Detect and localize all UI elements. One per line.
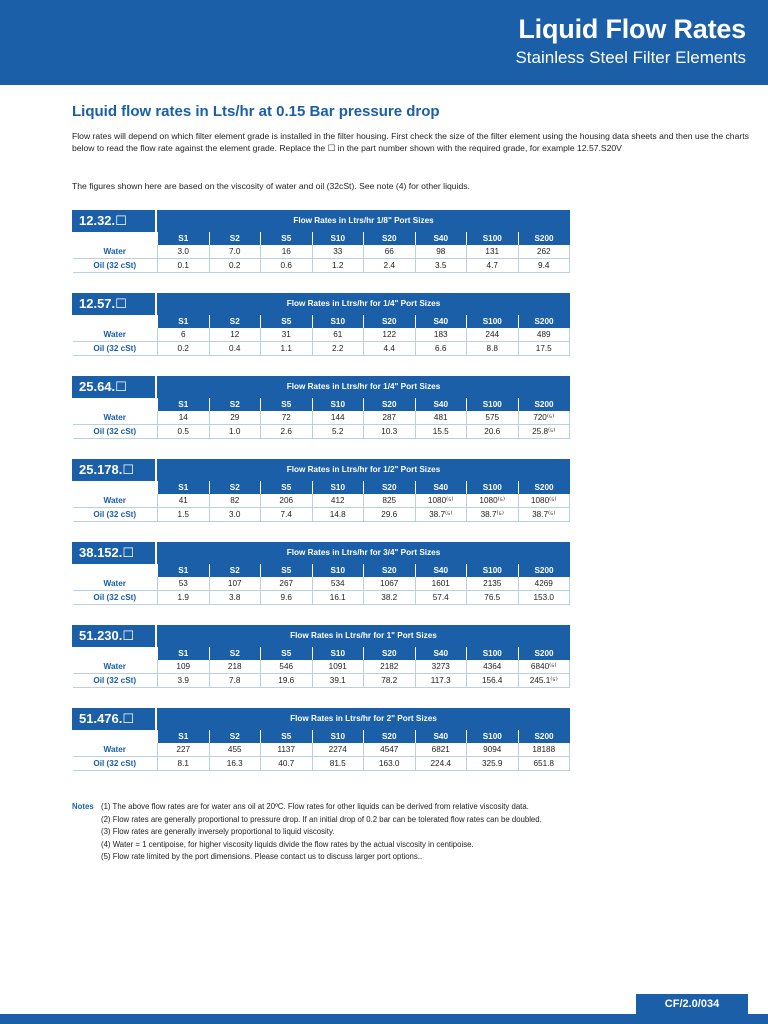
flow-value: 144	[312, 411, 364, 425]
oil-row	[73, 508, 570, 522]
part-code: 25.178.☐	[72, 459, 155, 481]
water-row	[73, 660, 570, 674]
oil-row	[73, 674, 570, 688]
flow-value: 287	[364, 411, 416, 425]
flow-value: 1080⁽⁵⁾	[415, 494, 467, 508]
grade-header: S100	[467, 564, 519, 577]
flow-value: 1.0	[209, 425, 261, 439]
grade-header: S20	[364, 730, 416, 743]
flow-value: 153.0	[518, 591, 570, 605]
grade-header: S20	[364, 647, 416, 660]
oil-row	[73, 591, 570, 605]
grade-header: S20	[364, 398, 416, 411]
part-code: 12.32.☐	[72, 210, 155, 232]
grade-header: S10	[312, 730, 364, 743]
water-row	[73, 245, 570, 259]
flow-value: 224.4	[415, 757, 467, 771]
flow-value: 1601	[415, 577, 467, 591]
water-label: Water	[73, 577, 158, 591]
grade-header: S20	[364, 315, 416, 328]
flow-value: 1.2	[312, 259, 364, 273]
flow-value: 325.9	[467, 757, 519, 771]
header-spacer	[73, 398, 158, 411]
flow-value: 19.6	[261, 674, 313, 688]
water-row	[73, 743, 570, 757]
grade-header: S10	[312, 232, 364, 245]
part-code: 38.152.☐	[72, 542, 155, 564]
flow-value: 546	[261, 660, 313, 674]
grade-header: S1	[158, 232, 210, 245]
flow-value: 10.3	[364, 425, 416, 439]
grade-header: S2	[209, 398, 261, 411]
water-label: Water	[73, 411, 158, 425]
flow-value: 206	[261, 494, 313, 508]
flow-grid	[72, 481, 570, 522]
grade-header: S200	[518, 315, 570, 328]
grade-header: S1	[158, 481, 210, 494]
flow-value: 0.4	[209, 342, 261, 356]
flow-value: 98	[415, 245, 467, 259]
part-code: 51.230.☐	[72, 625, 155, 647]
grade-header-row	[73, 564, 570, 577]
grade-header: S5	[261, 232, 313, 245]
flow-value: 6840⁽⁵⁾	[518, 660, 570, 674]
grade-header: S1	[158, 315, 210, 328]
flow-value: 4364	[467, 660, 519, 674]
flow-value: 7.4	[261, 508, 313, 522]
flow-value: 107	[209, 577, 261, 591]
flow-value: 3.5	[415, 259, 467, 273]
water-label: Water	[73, 494, 158, 508]
flow-table	[72, 542, 570, 603]
flow-value: 651.8	[518, 757, 570, 771]
flow-value: 131	[467, 245, 519, 259]
grade-header-row	[73, 481, 570, 494]
flow-value: 76.5	[467, 591, 519, 605]
notes-label: Notes	[72, 802, 94, 811]
flow-value: 0.5	[158, 425, 210, 439]
flow-table	[72, 210, 570, 271]
grade-header-row	[73, 232, 570, 245]
grade-header: S10	[312, 647, 364, 660]
flow-value: 38.7⁽⁵⁾	[518, 508, 570, 522]
flow-value: 6.6	[415, 342, 467, 356]
flow-value: 16	[261, 245, 313, 259]
water-row	[73, 328, 570, 342]
flow-value: 82	[209, 494, 261, 508]
flow-value: 6	[158, 328, 210, 342]
flow-value: 12	[209, 328, 261, 342]
flow-value: 41	[158, 494, 210, 508]
table-title: Flow Rates in Ltrs/hr for 2" Port Sizes	[157, 708, 570, 730]
flow-value: 2135	[467, 577, 519, 591]
grade-header: S1	[158, 564, 210, 577]
flow-grid	[72, 730, 570, 771]
note-item: (1) The above flow rates are for water ans oil at 20ºC. Flow rates for other liquids can be derived from relative viscosity data.	[101, 802, 529, 811]
flow-value: 3.8	[209, 591, 261, 605]
grade-header: S40	[415, 398, 467, 411]
oil-label: Oil (32 cSt)	[73, 259, 158, 273]
page-title: Liquid Flow Rates	[518, 14, 746, 44]
oil-label: Oil (32 cSt)	[73, 674, 158, 688]
table-title: Flow Rates in Ltrs/hr 1/8" Port Sizes	[157, 210, 570, 232]
flow-value: 481	[415, 411, 467, 425]
flow-value: 7.8	[209, 674, 261, 688]
grade-header-row	[73, 730, 570, 743]
flow-value: 6821	[415, 743, 467, 757]
flow-value: 122	[364, 328, 416, 342]
flow-value: 9.4	[518, 259, 570, 273]
page-header	[0, 0, 768, 85]
flow-value: 39.1	[312, 674, 364, 688]
flow-value: 183	[415, 328, 467, 342]
flow-value: 156.4	[467, 674, 519, 688]
flow-value: 245.1⁽⁵⁾	[518, 674, 570, 688]
grade-header: S100	[467, 647, 519, 660]
flow-value: 33	[312, 245, 364, 259]
grade-header: S100	[467, 398, 519, 411]
grade-header: S200	[518, 232, 570, 245]
flow-grid	[72, 564, 570, 605]
flow-value: 29.6	[364, 508, 416, 522]
grade-header: S20	[364, 232, 416, 245]
flow-table	[72, 625, 570, 686]
flow-value: 2.4	[364, 259, 416, 273]
flow-value: 825	[364, 494, 416, 508]
footer-bar	[0, 1014, 768, 1024]
grade-header: S200	[518, 481, 570, 494]
flow-value: 244	[467, 328, 519, 342]
flow-value: 15.5	[415, 425, 467, 439]
flow-value: 4547	[364, 743, 416, 757]
flow-value: 575	[467, 411, 519, 425]
flow-value: 18188	[518, 743, 570, 757]
flow-value: 117.3	[415, 674, 467, 688]
header-spacer	[73, 730, 158, 743]
flow-value: 57.4	[415, 591, 467, 605]
grade-header: S2	[209, 730, 261, 743]
flow-value: 38.7⁽⁵⁾	[467, 508, 519, 522]
note-item: (3) Flow rates are generally inversely proportional to liquid viscosity.	[101, 827, 335, 836]
header-spacer	[73, 564, 158, 577]
flow-value: 2.2	[312, 342, 364, 356]
oil-row	[73, 259, 570, 273]
grade-header: S20	[364, 481, 416, 494]
notes-list	[101, 801, 751, 864]
flow-value: 218	[209, 660, 261, 674]
grade-header: S2	[209, 232, 261, 245]
note-item: (5) Flow rate limited by the port dimensions. Please contact us to discuss larger port options..	[101, 852, 423, 861]
grade-header: S100	[467, 315, 519, 328]
oil-label: Oil (32 cSt)	[73, 425, 158, 439]
oil-label: Oil (32 cSt)	[73, 757, 158, 771]
water-label: Water	[73, 743, 158, 757]
flow-value: 3273	[415, 660, 467, 674]
header-spacer	[73, 481, 158, 494]
table-title: Flow Rates in Ltrs/hr for 1/2" Port Sizes	[157, 459, 570, 481]
water-label: Water	[73, 660, 158, 674]
part-code: 25.64.☐	[72, 376, 155, 398]
flow-value: 17.5	[518, 342, 570, 356]
part-code: 51.476.☐	[72, 708, 155, 730]
grade-header-row	[73, 315, 570, 328]
flow-value: 14.8	[312, 508, 364, 522]
intro-paragraph: Flow rates will depend on which filter element grade is installed in the filter housing. First check the size of the filter element using the housing data sheets and then use the charts below to read the flow rate against the element grade. Replace the ☐ in the part number shown with the required grade, for example 12.57.S20V	[72, 131, 749, 153]
flow-value: 1067	[364, 577, 416, 591]
flow-table	[72, 708, 570, 769]
water-row	[73, 411, 570, 425]
oil-label: Oil (32 cSt)	[73, 591, 158, 605]
flow-value: 1080⁽⁵⁾	[467, 494, 519, 508]
grade-header: S40	[415, 647, 467, 660]
flow-value: 16.3	[209, 757, 261, 771]
flow-value: 9.6	[261, 591, 313, 605]
flow-value: 2.6	[261, 425, 313, 439]
header-spacer	[73, 315, 158, 328]
flow-value: 8.8	[467, 342, 519, 356]
grade-header: S5	[261, 315, 313, 328]
grade-header: S1	[158, 647, 210, 660]
flow-value: 720⁽⁵⁾	[518, 411, 570, 425]
grade-header: S1	[158, 398, 210, 411]
grade-header: S5	[261, 564, 313, 577]
flow-value: 66	[364, 245, 416, 259]
note-item: (2) Flow rates are generally proportional to pressure drop. If an initial drop of 0.2 bar can be tolerated flow rates can be doubled.	[101, 814, 542, 824]
flow-value: 1137	[261, 743, 313, 757]
flow-grid	[72, 398, 570, 439]
header-spacer	[73, 647, 158, 660]
grade-header: S10	[312, 481, 364, 494]
flow-value: 53	[158, 577, 210, 591]
flow-value: 3.9	[158, 674, 210, 688]
flow-grid	[72, 315, 570, 356]
grade-header: S100	[467, 730, 519, 743]
flow-table	[72, 459, 570, 520]
flow-value: 9094	[467, 743, 519, 757]
grade-header: S40	[415, 315, 467, 328]
flow-value: 25.8⁽⁵⁾	[518, 425, 570, 439]
flow-value: 61	[312, 328, 364, 342]
flow-value: 2182	[364, 660, 416, 674]
flow-value: 1080⁽⁵⁾	[518, 494, 570, 508]
grade-header: S20	[364, 564, 416, 577]
grade-header-row	[73, 398, 570, 411]
flow-value: 1.1	[261, 342, 313, 356]
oil-row	[73, 342, 570, 356]
flow-value: 0.6	[261, 259, 313, 273]
grade-header: S5	[261, 730, 313, 743]
flow-value: 14	[158, 411, 210, 425]
flow-value: 2274	[312, 743, 364, 757]
grade-header: S2	[209, 315, 261, 328]
flow-value: 1091	[312, 660, 364, 674]
flow-value: 4.4	[364, 342, 416, 356]
grade-header: S200	[518, 564, 570, 577]
flow-value: 0.2	[158, 342, 210, 356]
flow-value: 109	[158, 660, 210, 674]
flow-value: 81.5	[312, 757, 364, 771]
grade-header: S2	[209, 564, 261, 577]
flow-value: 0.1	[158, 259, 210, 273]
table-title: Flow Rates in Ltrs/hr for 3/4" Port Sizes	[157, 542, 570, 564]
water-row	[73, 494, 570, 508]
flow-value: 227	[158, 743, 210, 757]
grade-header: S5	[261, 398, 313, 411]
grade-header-row	[73, 647, 570, 660]
flow-value: 31	[261, 328, 313, 342]
flow-value: 267	[261, 577, 313, 591]
grade-header: S2	[209, 481, 261, 494]
flow-value: 7.0	[209, 245, 261, 259]
header-spacer	[73, 232, 158, 245]
grade-header: S40	[415, 730, 467, 743]
grade-header: S10	[312, 564, 364, 577]
document-reference: CF/2.0/034	[636, 994, 748, 1014]
flow-value: 16.1	[312, 591, 364, 605]
water-label: Water	[73, 328, 158, 342]
water-label: Water	[73, 245, 158, 259]
part-code: 12.57.☐	[72, 293, 155, 315]
flow-value: 5.2	[312, 425, 364, 439]
flow-value: 489	[518, 328, 570, 342]
grade-header: S40	[415, 564, 467, 577]
flow-value: 4269	[518, 577, 570, 591]
viscosity-note: The figures shown here are based on the viscosity of water and oil (32cSt). See note (4) for other liquids.	[72, 181, 470, 191]
water-row	[73, 577, 570, 591]
flow-value: 8.1	[158, 757, 210, 771]
flow-grid	[72, 232, 570, 273]
table-title: Flow Rates in Ltrs/hr for 1" Port Sizes	[157, 625, 570, 647]
flow-value: 38.2	[364, 591, 416, 605]
grade-header: S10	[312, 315, 364, 328]
grade-header: S5	[261, 647, 313, 660]
grade-header: S1	[158, 730, 210, 743]
flow-value: 3.0	[209, 508, 261, 522]
flow-value: 38.7⁽⁵⁾	[415, 508, 467, 522]
flow-value: 29	[209, 411, 261, 425]
flow-value: 3.0	[158, 245, 210, 259]
grade-header: S40	[415, 481, 467, 494]
grade-header: S10	[312, 398, 364, 411]
grade-header: S200	[518, 730, 570, 743]
flow-value: 262	[518, 245, 570, 259]
flow-table	[72, 376, 570, 437]
grade-header: S200	[518, 647, 570, 660]
grade-header: S5	[261, 481, 313, 494]
oil-label: Oil (32 cSt)	[73, 508, 158, 522]
flow-value: 455	[209, 743, 261, 757]
flow-value: 412	[312, 494, 364, 508]
grade-header: S40	[415, 232, 467, 245]
oil-row	[73, 757, 570, 771]
flow-grid	[72, 647, 570, 688]
flow-value: 534	[312, 577, 364, 591]
flow-value: 1.5	[158, 508, 210, 522]
grade-header: S100	[467, 232, 519, 245]
flow-value: 72	[261, 411, 313, 425]
grade-header: S200	[518, 398, 570, 411]
flow-value: 0.2	[209, 259, 261, 273]
flow-value: 4.7	[467, 259, 519, 273]
table-title: Flow Rates in Ltrs/hr for 1/4" Port Sizes	[157, 293, 570, 315]
oil-row	[73, 425, 570, 439]
grade-header: S2	[209, 647, 261, 660]
flow-value: 1.9	[158, 591, 210, 605]
flow-value: 40.7	[261, 757, 313, 771]
oil-label: Oil (32 cSt)	[73, 342, 158, 356]
table-title: Flow Rates in Ltrs/hr for 1/4" Port Sizes	[157, 376, 570, 398]
note-item: (4) Water = 1 centipoise, for higher viscosity liquids divide the flow rates by the actual viscosity in centipoise.	[101, 839, 474, 849]
flow-table	[72, 293, 570, 354]
flow-value: 163.0	[364, 757, 416, 771]
flow-value: 78.2	[364, 674, 416, 688]
grade-header: S100	[467, 481, 519, 494]
page-subtitle: Stainless Steel Filter Elements	[515, 48, 746, 67]
flow-value: 20.6	[467, 425, 519, 439]
section-heading: Liquid flow rates in Lts/hr at 0.15 Bar pressure drop	[72, 103, 440, 120]
